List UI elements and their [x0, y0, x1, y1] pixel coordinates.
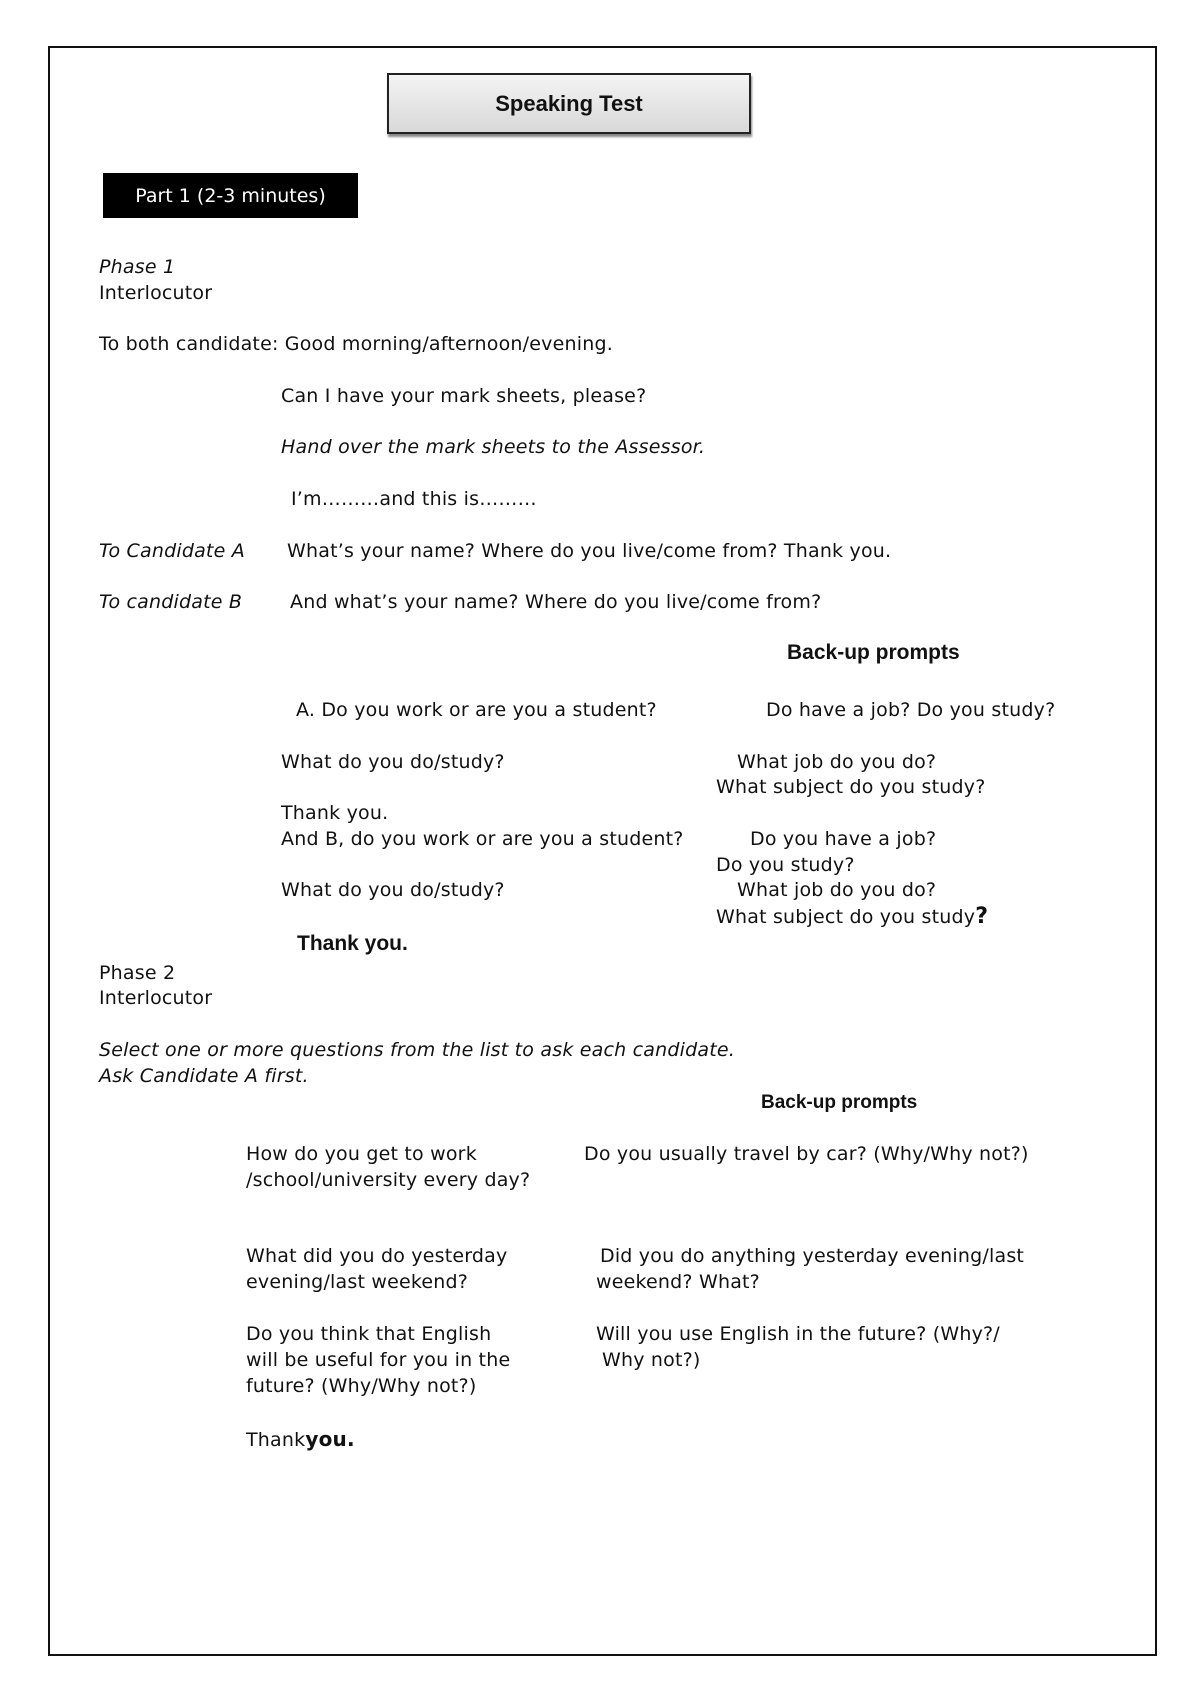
phase2-thank-word: Thank: [246, 1429, 306, 1451]
to-candidate-b-label: To candidate B: [99, 591, 243, 613]
phase1-prompt-4b: [716, 904, 988, 930]
phase1-heading: Phase 1: [99, 256, 176, 278]
phase1-backup-heading: Back-up prompts: [787, 641, 960, 664]
phase1-prompt-2b: What subject do you study?: [716, 776, 986, 798]
phase1-prompt-3b: Do you study?: [716, 854, 855, 876]
to-candidate-b-text: And what’s your name? Where do you live/come from?: [290, 591, 822, 613]
phase2-instruction-2: Ask Candidate A first.: [99, 1065, 309, 1087]
phase2-heading: Phase 2: [99, 962, 176, 984]
phase1-prompt-4b-text: What subject do you study: [716, 906, 976, 928]
phase1-intro: I’m………and this is………: [291, 488, 537, 510]
phase2-prompt-3b: Why not?): [602, 1349, 701, 1371]
part-label: Part 1 (2-3 minutes): [103, 173, 358, 218]
phase1-prompt-4b-mark: ?: [975, 904, 989, 929]
phase2-role: Interlocutor: [99, 987, 213, 1009]
phase2-prompt-2b: weekend? What?: [596, 1271, 760, 1293]
page-title: Speaking Test: [387, 73, 751, 134]
phase2-thank-you: [246, 1426, 355, 1453]
phase2-question-1b: /school/university every day?: [246, 1169, 531, 1191]
phase2-instruction-1: Select one or more questions from the list to ask each candidate.: [99, 1039, 735, 1061]
phase2-question-1a: How do you get to work: [246, 1143, 477, 1165]
to-candidate-a-text: What’s your name? Where do you live/come from? Thank you.: [287, 540, 892, 562]
phase1-instruction: Hand over the mark sheets to the Assessor.: [281, 436, 706, 458]
phase1-question-2: What do you do/study?: [281, 751, 505, 773]
phase1-prompt-2a: What job do you do?: [737, 751, 937, 773]
phase1-prompt-1: Do have a job? Do you study?: [766, 699, 1056, 721]
to-candidate-a-label: To Candidate A: [99, 540, 245, 562]
phase2-prompt-1: Do you usually travel by car? (Why/Why not?): [584, 1143, 1029, 1165]
phase2-question-2b: evening/last weekend?: [246, 1271, 469, 1293]
phase1-mark-sheets: Can I have your mark sheets, please?: [281, 385, 647, 407]
phase1-question-4: What do you do/study?: [281, 879, 505, 901]
phase1-question-1: A. Do you work or are you a student?: [296, 699, 657, 721]
phase1-prompt-4a: What job do you do?: [737, 879, 937, 901]
phase2-backup-heading: Back-up prompts: [761, 1092, 918, 1113]
phase2-prompt-3a: Will you use English in the future? (Why?/: [596, 1323, 1000, 1345]
phase1-role: Interlocutor: [99, 282, 213, 304]
phase1-question-3a: Thank you.: [281, 802, 389, 824]
phase2-prompt-2a: Did you do anything yesterday evening/last: [600, 1245, 1025, 1267]
phase1-question-3b: And B, do you work or are you a student?: [281, 828, 684, 850]
phase2-you-word: you.: [305, 1427, 355, 1451]
phase2-question-3a: Do you think that English: [246, 1323, 492, 1345]
phase1-thank-you: Thank you.: [297, 932, 408, 955]
phase2-question-3c: future? (Why/Why not?): [246, 1375, 477, 1397]
phase2-question-2a: What did you do yesterday: [246, 1245, 508, 1267]
phase1-prompt-3a: Do you have a job?: [750, 828, 937, 850]
phase2-question-3b: will be useful for you in the: [246, 1349, 511, 1371]
phase1-greeting: To both candidate: Good morning/afternoon/evening.: [99, 333, 613, 355]
